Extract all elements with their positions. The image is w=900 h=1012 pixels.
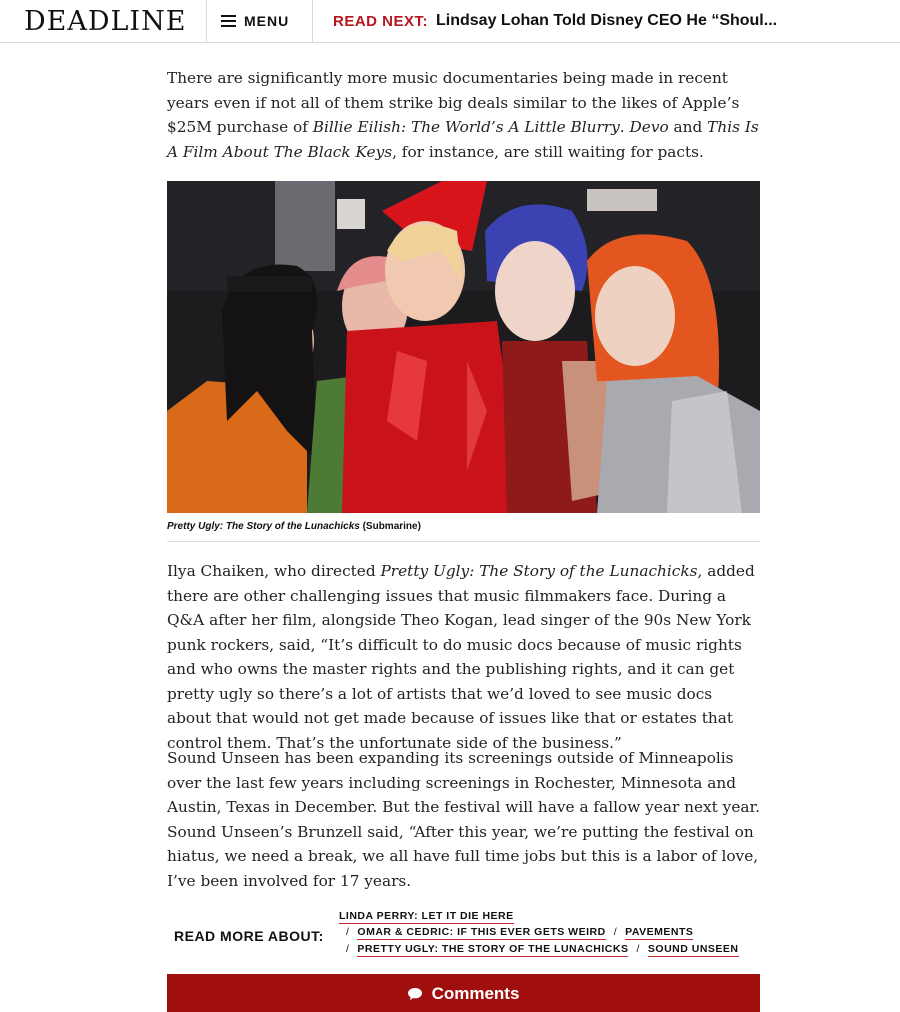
site-logo[interactable]: DEADLINE: [0, 0, 207, 43]
tag-link[interactable]: LINDA PERRY: LET IT DIE HERE: [339, 910, 514, 922]
read-more-label: READ MORE ABOUT:: [174, 928, 324, 944]
film-title: This Is A Film About The Black Keys: [167, 118, 759, 161]
tag-separator: /: [636, 943, 640, 955]
tag-line: [339, 910, 514, 924]
paragraph-text: .: [619, 118, 630, 136]
article-paragraph: [167, 66, 760, 164]
caption-credit: (Submarine): [359, 521, 421, 532]
article-paragraph: Sound Unseen has been expanding its screenings outside of Minneapolis over the last few years including screenings in Rochester, Minnesota and Austin, Texas in December. But the festival will have a fallow year next year. Sound Unseen’s Brunzell said, “After this year, we’re putting the festival on hiatus, we need a break, we all have full time jobs but this is a labor of love, I’ve been involved for 17 years.: [167, 749, 760, 890]
menu-label: MENU: [244, 13, 290, 29]
comments-label: Comments: [431, 984, 520, 1003]
tag-separator: /: [613, 926, 618, 938]
tag-link[interactable]: PAVEMENTS: [625, 926, 694, 938]
paragraph-text: , added there are other challenging issues that music filmmakers face. During a Q&A after her film, alongside Theo Kogan, lead singer of the 90s New York punk rockers, said, “It’s difficult to do music docs because of music rights and who owns the master rights and the publishing rights, and it can get pretty ugly so there’s a lot of artists that we’d loved to see music docs about that would not get made because of issues like that or estates that control them. That’s the unfortunate side of the business.”: [167, 562, 755, 752]
article-photo[interactable]: [167, 181, 760, 513]
paragraph-text: Ilya Chaiken, who directed: [167, 562, 381, 580]
film-title: Pretty Ugly: The Story of the Lunachicks: [380, 562, 698, 580]
tag-line: [346, 943, 739, 957]
tag-separator: /: [346, 943, 350, 955]
paragraph-text: and: [668, 118, 708, 136]
article-figure: [167, 181, 760, 542]
site-header: [0, 0, 900, 43]
article-paragraph: [167, 559, 760, 755]
tag-separator: /: [346, 926, 350, 938]
tag-link[interactable]: SOUND UNSEEN: [647, 943, 739, 955]
tag-link[interactable]: OMAR & CEDRIC: IF THIS EVER GETS WEIRD: [357, 926, 606, 938]
comments-button[interactable]: [167, 974, 760, 1012]
caption-title: Pretty Ugly: The Story of the Lunachicks: [167, 521, 360, 532]
tag-line: [346, 926, 693, 940]
film-title: Billie Eilish: The World’s A Little Blurry: [312, 118, 620, 136]
read-next: [313, 12, 777, 30]
menu-button[interactable]: [207, 0, 313, 43]
photo-caption: [167, 513, 760, 542]
hamburger-icon: [221, 15, 236, 27]
tag-link[interactable]: PRETTY UGLY: THE STORY OF THE LUNACHICKS: [357, 943, 629, 955]
comment-bubble-icon: [408, 988, 422, 1000]
paragraph-text: , for instance, are still waiting for pacts.: [392, 142, 704, 161]
read-next-link[interactable]: Lindsay Lohan Told Disney CEO He “Shoul...: [436, 12, 778, 29]
paragraph-text: There are significantly more music documentaries being made in recent years even if not all of them strike big deals similar to the likes of Apple’s $25M purchase of: [167, 69, 740, 136]
film-title: Devo: [629, 118, 669, 136]
read-next-label: READ NEXT:: [333, 12, 429, 30]
